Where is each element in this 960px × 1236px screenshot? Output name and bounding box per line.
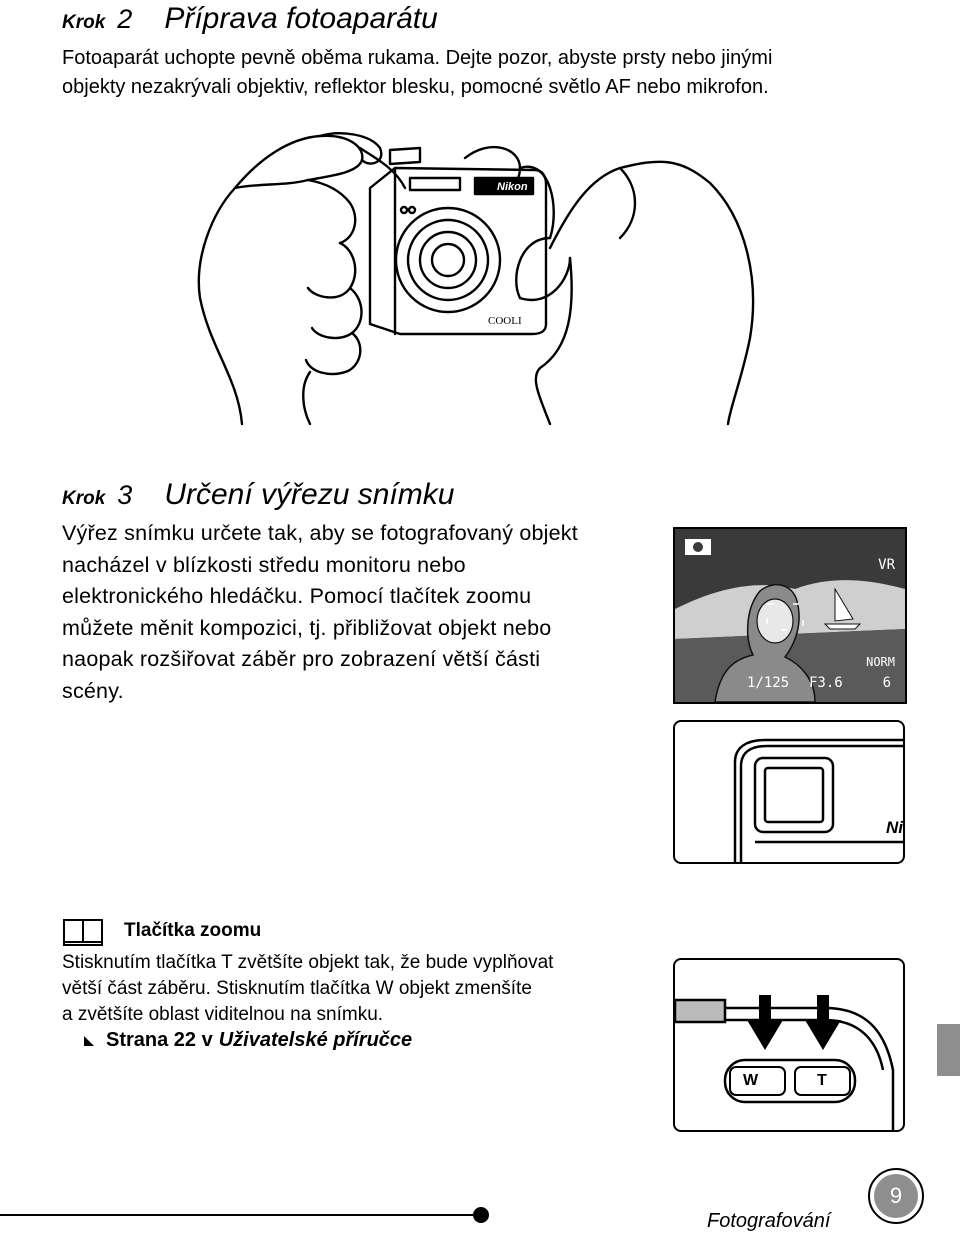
vr-indicator: VR [878,557,895,573]
monitor-scene [675,529,905,702]
step-title: Určení výřezu snímku [164,478,455,511]
text-line: Výřez snímku určete tak, aby se fotografovaný objekt [62,521,578,545]
reference-manual: Uživatelské příručce [218,1029,413,1051]
monitor-preview [673,527,907,704]
step3-text [62,518,578,707]
viewfinder-brand: Ni [886,818,903,837]
zoom-t-label: T [817,1072,827,1089]
page-number: 9 [874,1174,918,1218]
step-label: Krok [62,488,106,509]
text-line: objekty nezakrývali objektiv, reflektor blesku, pomocné světlo AF nebo mikrofon. [62,76,769,98]
text-line: nacházel v blízkosti středu monitoru nebo [62,552,466,577]
camera-brand: Nikon [497,181,528,193]
footer-rule [0,1214,486,1216]
text-line: elektronického hledáčku. Pomocí tlačítek zoomu [62,584,532,608]
hands-camera-illustration [190,128,770,426]
section-tab [937,1024,960,1076]
note-text [62,950,553,1028]
book-icon [62,918,104,946]
text-line: větší část záběru. Stisknutím tlačítka W objekt zmenšíte [62,978,532,999]
zoom-w-label: W [743,1072,759,1089]
page-number-badge [868,1168,924,1224]
step-number: 2 [117,4,133,34]
viewfinder-drawing [675,722,903,862]
step2-text [62,44,772,102]
text-line: a zvětšíte oblast viditelnou na snímku. [62,1004,384,1025]
exposures-remaining: 6 [882,675,891,691]
text-line: naopak rozšiřovat záběr pro zobrazení větší části [62,647,541,671]
footer-section: Fotografování [707,1210,831,1232]
step-number: 3 [117,480,133,510]
step2-heading [62,2,438,36]
footer-dot [473,1207,489,1223]
step-title: Příprava fotoaparátu [164,2,438,35]
shutter-speed: 1/125 [747,675,790,691]
text-line: Stisknutím tlačítka T zvětšíte objekt tak, že bude vyplňovat [62,952,554,973]
text-line: můžete měnit kompozici, tj. přibližovat objekt nebo [62,615,552,640]
text-line: scény. [62,678,124,703]
zoom-buttons-detail [673,958,905,1132]
reference-prefix: Strana 22 v [106,1029,213,1051]
note-title: Tlačítka zoomu [124,920,262,941]
step-label: Krok [62,12,106,33]
image-quality: NORM [866,655,895,669]
page-reference [62,1029,412,1052]
camera-model: COOLI [488,315,522,327]
step3-heading [62,478,454,512]
viewfinder-detail [673,720,905,864]
zoom-drawing [675,960,903,1130]
aperture: F3.6 [809,675,843,691]
text-line: Fotoaparát uchopte pevně oběma rukama. Dejte pozor, abyste prsty nebo jinými [62,47,773,69]
reference-arrow-icon [62,1032,96,1050]
